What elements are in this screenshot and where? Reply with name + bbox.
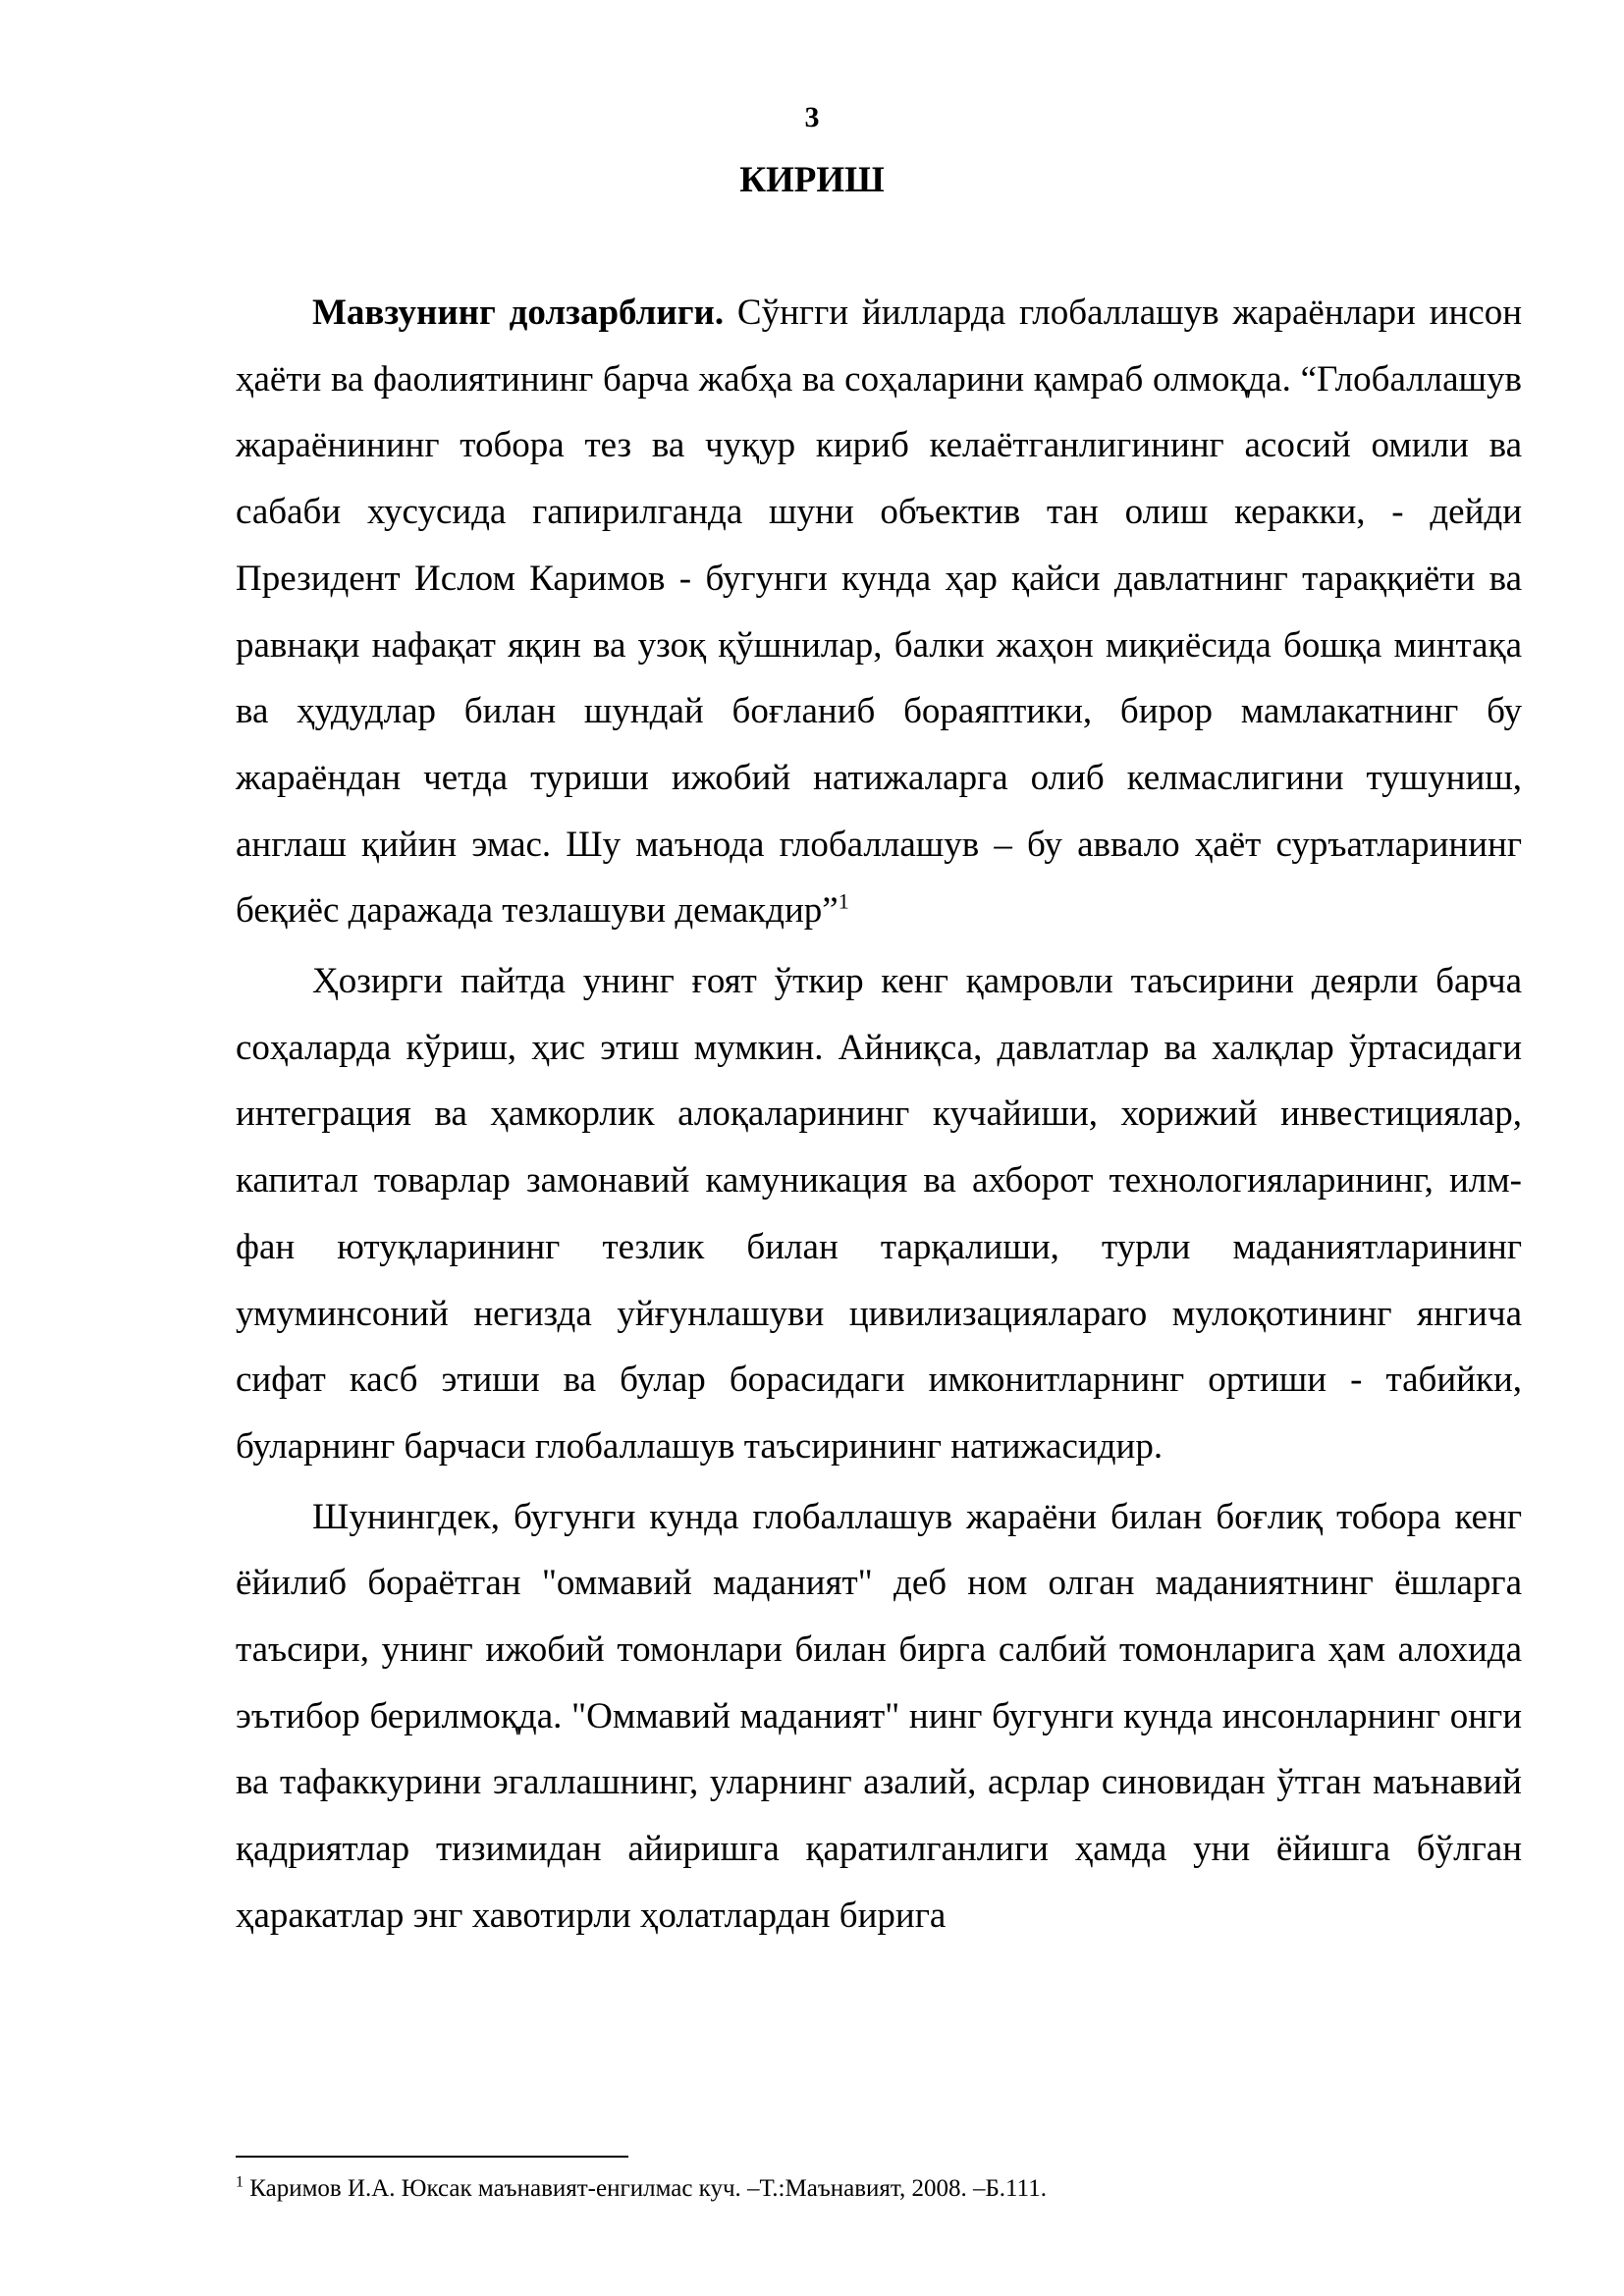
paragraph-current-impact [236, 948, 1522, 1480]
paragraph-mass-culture [236, 1484, 1522, 1949]
footnote-divider [236, 2156, 628, 2158]
page-number: 3 [804, 101, 820, 133]
body-text [236, 280, 1522, 1953]
paragraph-text: Шунингдек, бугунги кунда глобаллашув жараёни билан боғлиқ тобора кенг ёйилиб бораётган "оммавий маданият" деб ном олган маданиятнинг ёшларга таъсири, унинг ижобий томонлари билан бирга салбий томонларига ҳам алохида эътибор берилмоқда. "Оммавий маданият" нинг бугунги кунда инсонларнинг онги ва тафаккурини эгаллашнинг, уларнинг азалий, асрлар синовидан ўтган маънавий қадриятлар тизимидан айиришга қаратилганлиги ҳамда уни ёйишга бўлган ҳаракатлар энг хавотирли ҳолатлардан бирига [236, 1496, 1522, 1936]
paragraph-text: Сўнгги йилларда глобаллашув жараёнлари инсон ҳаёти ва фаолиятининг барча жабҳа ва соҳаларини қамраб олмоқда. “Глобаллашув жараёнининг тобора тез ва чуқур кириб келаётганлигининг асосий омили ва сабаби хусусида гапирилганда шуни объектив тан олиш керакки, - дейди Президент Ислом Каримов - бугунги кунда ҳар қайси давлатнинг тараққиёти ва равнақи нафақат яқин ва узоқ қўшнилар, балки жаҳон миқиёсида бошқа минтақа ва ҳудудлар билан шундай боғланиб бораяптики, бирор мамлакатнинг бу жараёндан четда туриши ижобий натижаларга олиб келмаслигини тушуниш, англаш қийин эмас. Шу маънода глобаллашув – бу аввало ҳаёт суръатларининг беқиёс даражада тезлашуви демакдир” [236, 293, 1522, 932]
footnote-text: Каримов И.А. Юксак маънавият-енгилмас куч. –Т.:Маънавият, 2008. –Б.111. [244, 2175, 1047, 2202]
paragraph-text: Ҳозирги пайтда унинг ғоят ўткир кенг қамровли таъсирини деярли барча соҳаларда кўриш, ҳис этиш мумкин. Айниқса, давлатлар ва халқлар ўртасидаги интеграция ва ҳамкорлик алоқаларининг кучайиши, хорижий инвестициялар, капитал товарлар замонавий камуникация ва ахборот технологияларининг, илм-фан ютуқларининг тезлик билан тарқалиши, турли маданиятларининг умуминсоний негизда уйғунлашуви цивилизацияларaro мулоқотининг янгича сифат касб этиши ва булар борасидаги имконитларнинг ортиши - табийки, буларнинг барчаси глобаллашув таъсирининг натижасидир. [236, 961, 1522, 1467]
footnote-marker: 1 [236, 2173, 244, 2191]
chapter-heading: КИРИШ [739, 160, 885, 200]
paragraph-lead: Мавзунинг долзарблиги. [312, 293, 725, 333]
footnote [236, 2172, 1522, 2206]
paragraph-relevance [236, 280, 1522, 944]
footnote-reference[interactable]: 1 [838, 889, 849, 914]
